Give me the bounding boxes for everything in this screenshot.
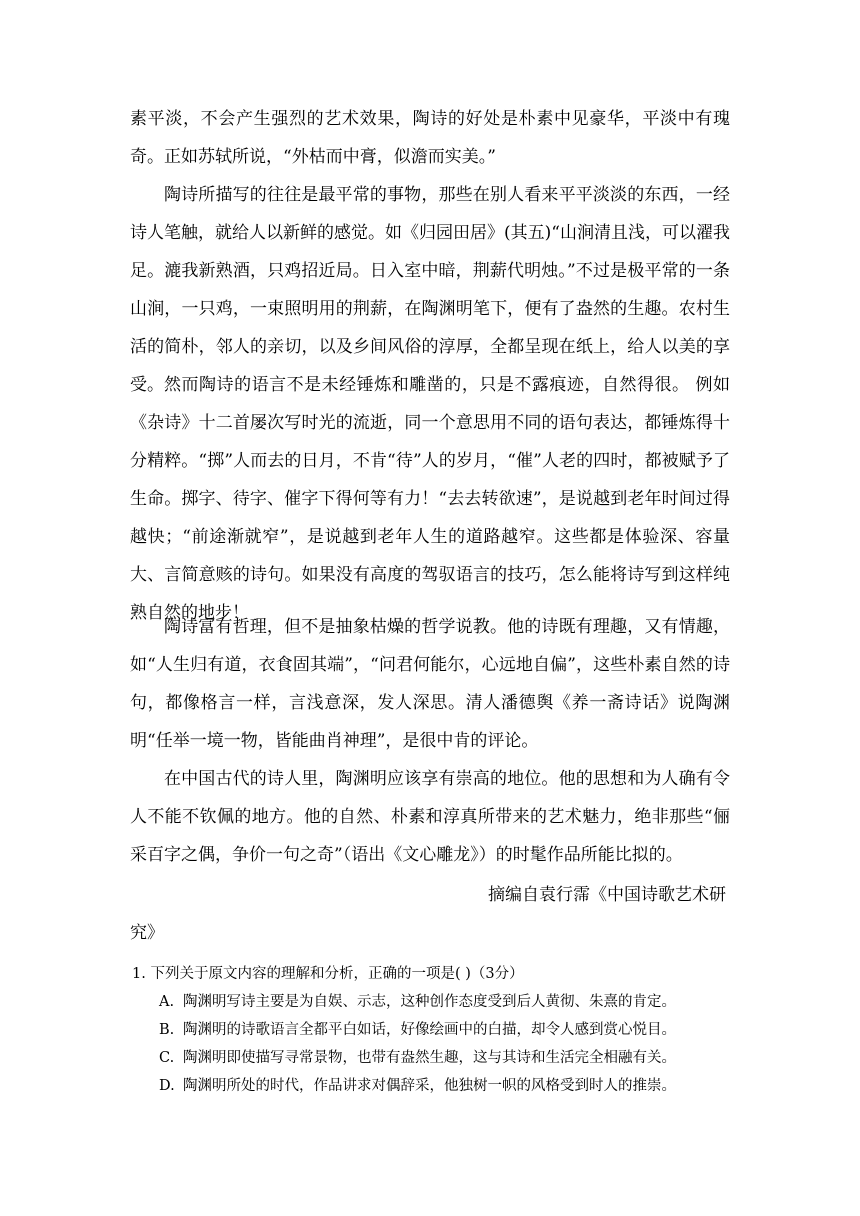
option-a [132, 988, 742, 1016]
paragraph-plain-subjects: 陶诗所描写的往往是最平常的事物，那些在别人看来平平淡淡的东西，一经诗人笔触，就给人以新鲜的感觉。如《归园田居》(其五)“山涧清且浅，可以濯我足。漉我新熟酒，只鸡招近局。日入室中暗，荆薪代明烛。”不过是极平常的一条山涧，一只鸡，一束照明用的荆薪，在陶渊明笔下，便有了盎然的生趣。农村生活的简朴，邻人的亲切，以及乡间风俗的淳厚，全都呈现在纸上，给人以美的享受。 [130, 185, 730, 395]
option-b [132, 1016, 742, 1044]
option-letter: C. [159, 1050, 175, 1066]
question-stem: 1. 下列关于原文内容的理解和分析，正确的一项是( )（3分） [132, 966, 524, 982]
paragraph-philosophy: 陶诗富有哲理，但不是抽象枯燥的哲学说教。他的诗既有理趣，又有情趣，如“人生归有道，衣食固其端”，“问君何能尔，心远地自偏”，这些朴素自然的诗句，都像格言一样，言浅意深，发人深思。清人潘德舆《养一斋诗话》说陶渊明“任举一境一物，皆能曲肖神理”，是很中肯的评论。 [130, 617, 730, 751]
attribution-line-2: 究》 [130, 923, 164, 943]
paragraph-refined-language: 然而陶诗的语言不是未经锤炼和雕凿的，只是不露痕迹，自然得很。 例如《杂诗》十二首屡次写时光的流逝，同一个意思用不同的语句表达，都锤炼得十分精粹。“掷”人而去的日月，不肯“待”人的岁月，“催”人老的四时，都被赋予了生命。掷字、待字、催字下得何等有力！“去去转欲速”，是说越到老年时间过得越快；“前途渐就窄”，是说越到老年人生的道路越窄。这些都是体验深、容量大、言简意赅的诗句。如果没有高度的驾驭语言的技巧，怎么能将诗写到这样纯熟自然的地步！ [130, 375, 730, 623]
option-text: 陶渊明的诗歌语言全都平白如话，好像绘画中的白描，却令人感到赏心悦目。 [183, 1022, 676, 1038]
option-letter: B. [159, 1022, 175, 1038]
attribution-line-1: 摘编自袁行霈《中国诗歌艺术研 [488, 885, 726, 905]
option-letter: D. [159, 1078, 175, 1094]
paragraph-continuation: 素平淡，不会产生强烈的艺术效果，陶诗的好处是朴素中见豪华，平淡中有瑰奇。正如苏轼所说，“外枯而中膏，似澹而实美。” [130, 109, 730, 167]
option-text: 陶渊明所处的时代，作品讲求对偶辞采，他独树一帜的风格受到时人的推崇。 [183, 1078, 676, 1094]
option-text: 陶渊明写诗主要是为自娱、示志，这种创作态度受到后人黄彻、朱熹的肯定。 [183, 994, 676, 1010]
source-attribution [130, 876, 730, 952]
option-letter: A. [159, 994, 175, 1010]
option-text: 陶渊明即使描写寻常景物，也带有盎然生趣，这与其诗和生活完全相融有关。 [183, 1050, 676, 1066]
option-d [132, 1072, 742, 1100]
paragraph-status: 在中国古代的诗人里，陶渊明应该享有崇高的地位。他的思想和为人确有令人不能不钦佩的地方。他的自然、朴素和淳真所带来的艺术魅力，绝非那些“俪采百字之偶，争价一句之奇”（语出《文心雕龙》）的时髦作品所能比拟的。 [130, 769, 730, 865]
question-1 [132, 960, 742, 1100]
option-c [132, 1044, 742, 1072]
